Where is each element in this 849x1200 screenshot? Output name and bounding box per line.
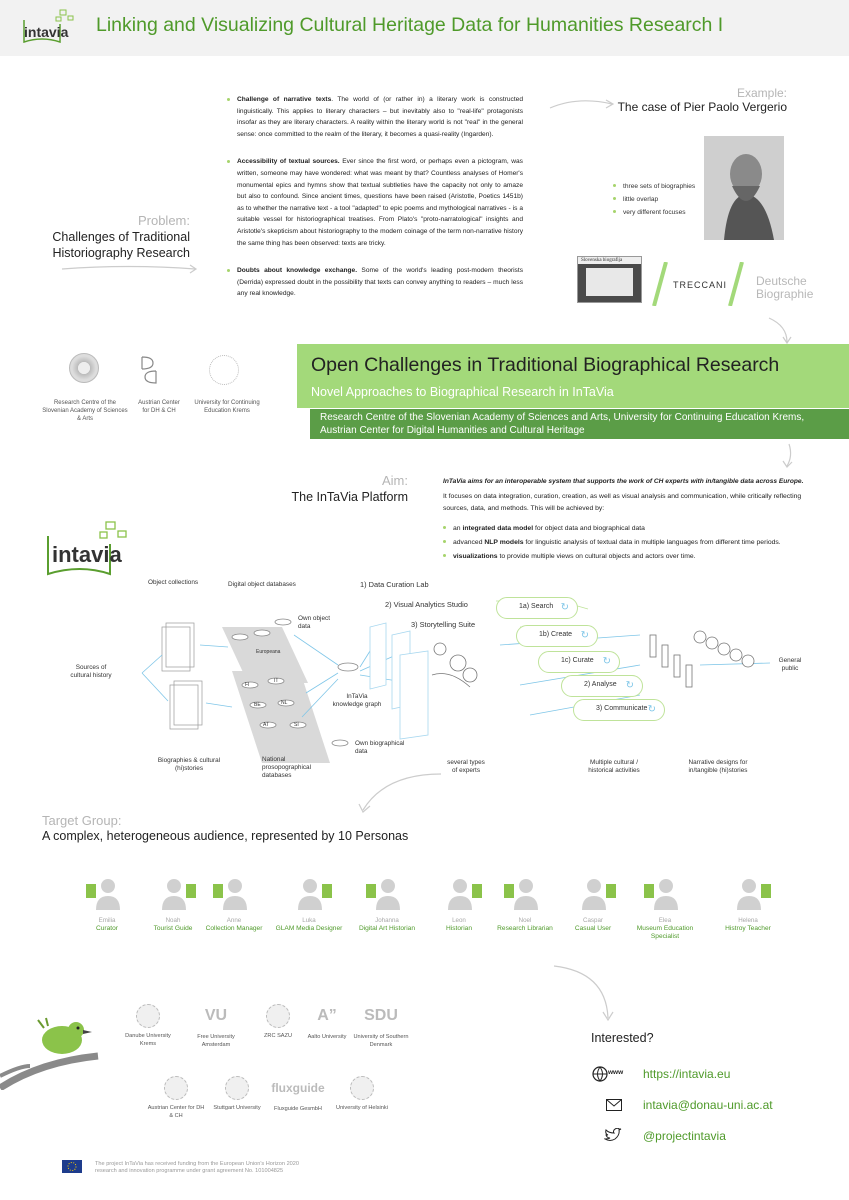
partner-logo-icon	[225, 1076, 249, 1100]
persona-role: Casual User	[574, 925, 612, 932]
portrait-image	[704, 136, 784, 240]
partner-row1-1	[118, 1003, 178, 1048]
db-label-si: SI	[294, 722, 299, 728]
persona-name: Emilia	[98, 917, 116, 924]
step-label: 1b) Create	[539, 631, 573, 638]
persona-laptop-icon	[352, 876, 422, 912]
label-module-2: 2) Visual Analytics Studio	[385, 600, 468, 609]
partner-logo-icon	[266, 1004, 290, 1028]
persona-board-icon	[713, 876, 783, 912]
problem-bullet-3	[227, 265, 523, 300]
example-label: Example:	[736, 86, 787, 100]
persona-5	[352, 876, 422, 933]
logo-text: intavia	[24, 24, 69, 40]
label-digital-object-db: Digital object databases	[228, 581, 296, 588]
persona-sprout-icon	[630, 876, 700, 912]
bullet-text: Ever since the first word, or perhaps even a pictogram, was written, someone may have wondered: what was meant by that? Countless analyses of Homer's monumental epics and hymns show that textual subtleties have the capacity not only to amaze but also to confound. Since ancient times, questions have been raised (Aristotle, Poetics 1451b) as to whether the narrative text - a tool "adapted" to epic poems and mythological narratives - is a suitable vessel for historiographical treatises. From Plato's "proto-narratological" insights and Aristotle's skepticism about historiography to the modern coinage of the term non-narrative history the same thing has been observed: texts are tricky.	[237, 158, 523, 247]
label-experts: several types of experts	[447, 759, 485, 774]
persona-1	[72, 876, 142, 933]
twitter-icon	[604, 1128, 622, 1147]
label-narrative: Narrative designs for in/tangible (hi)stories	[688, 759, 748, 774]
partner-name: Fluxguide GesmbH	[274, 1106, 322, 1112]
persona-role: Collection Manager	[205, 925, 263, 932]
label-kg: InTaVia knowledge graph	[332, 693, 382, 708]
thumb-page	[586, 268, 633, 296]
problem-heading-line2: Historiography Research	[52, 246, 190, 260]
partner-logo-icon	[136, 1004, 160, 1028]
partner-row2-4	[332, 1075, 392, 1112]
aim-bullet-bold: visualizations	[453, 553, 498, 560]
example-bullet: very different focuses	[613, 206, 695, 219]
partner-row2-2	[207, 1075, 267, 1112]
aim-bullet-pre: an	[453, 525, 463, 532]
mail-icon	[606, 1098, 622, 1116]
aim-bullet-post: for object data and biographical data	[533, 525, 645, 532]
persona-3	[199, 876, 269, 933]
funding-note	[95, 1161, 299, 1175]
step-label: 1c) Curate	[561, 657, 594, 664]
label-sources: Sources of cultural history	[70, 664, 112, 679]
partner-logo-text: SDU	[364, 1007, 398, 1024]
aim-bullet-post: to provide multiple views on cultural objects and actors over time.	[497, 553, 696, 560]
bird-icon	[0, 1010, 100, 1090]
persona-tablet-icon	[199, 876, 269, 912]
partner-top-2: Austrian Center for DH & CH	[138, 400, 180, 414]
label-national-db: National prosopographical databases	[262, 756, 312, 779]
example-heading: The case of Pier Paolo Vergerio	[617, 100, 787, 114]
aim-heading: The InTaVia Platform	[291, 490, 408, 504]
problem-heading	[20, 229, 190, 261]
label-activities: Multiple cultural / historical activities	[588, 759, 640, 774]
banner-title-band	[297, 344, 849, 408]
slash-2	[726, 262, 746, 311]
step-communicate	[573, 699, 665, 721]
persona-role: Histroy Teacher	[725, 925, 771, 932]
persona-role: Digital Art Historian	[358, 925, 416, 932]
page-title: Linking and Visualizing Cultural Heritage Data for Humanities Research I	[96, 14, 724, 36]
label-object-collections: Object collections	[148, 579, 199, 586]
label-module-1: 1) Data Curation Lab	[360, 580, 429, 589]
refresh-icon: ↻	[602, 656, 611, 667]
acdh-logo-icon	[139, 355, 159, 385]
aim-bullet-pre: advanced	[453, 539, 485, 546]
banner-authors-2: Austrian Center for Digital Humanities and Cultural Heritage	[320, 425, 585, 436]
partner-row1-2	[186, 1003, 246, 1049]
db-label-nl: NL	[281, 700, 288, 706]
arrow-diagram-down	[345, 770, 445, 825]
partner-name: Danube University Krems	[125, 1033, 171, 1047]
partner-top-3: University for Continuing Education Krems	[194, 400, 260, 414]
step-curate	[538, 651, 620, 673]
arrow-banner-down	[775, 442, 805, 475]
problem-bullets	[227, 94, 523, 300]
bullet-title: Challenge of narrative texts	[237, 96, 332, 103]
persona-4	[274, 876, 344, 933]
aim-lead: InTaVia aims for an interoperable system that supports the work of CH experts with in/tangible data across Europe.	[443, 478, 804, 485]
refresh-icon: ↻	[580, 630, 589, 641]
step-create	[516, 625, 598, 647]
partner-logo-icon	[350, 1076, 374, 1100]
step-label: 3) Communicate	[596, 705, 648, 712]
refresh-icon: ↻	[625, 680, 634, 691]
email-link[interactable]: intavia@donau-uni.ac.at	[643, 1098, 773, 1112]
label-general-public: General public	[778, 657, 802, 672]
banner-subtitle: Novel Approaches to Biographical Research in InTaVia	[311, 385, 614, 399]
persona-name: Johanna	[375, 917, 399, 924]
aim-label: Aim:	[382, 473, 408, 488]
persona-role: Curator	[96, 925, 118, 932]
persona-name: Elea	[658, 917, 672, 924]
aim-bullet-2	[443, 536, 833, 550]
partner-name: University of Southern Denmark	[353, 1034, 409, 1048]
step-analyse	[561, 675, 643, 697]
refresh-icon: ↻	[647, 704, 656, 715]
funding-line1: The project InTaVia has received funding from the European Union's Horizon 2020	[95, 1161, 300, 1167]
persona-role: Research Librarian	[497, 925, 553, 932]
example-bullet: little overlap	[613, 193, 695, 206]
slash-1	[650, 262, 670, 311]
step-search	[496, 597, 578, 619]
banner-title: Open Challenges in Traditional Biographical Research	[311, 354, 780, 376]
example-bullets	[613, 180, 695, 219]
persona-7	[490, 876, 560, 933]
partner-name: ZRC SAZU	[264, 1033, 292, 1039]
persona-name: Noah	[165, 917, 181, 924]
problem-heading-line1: Challenges of Traditional	[52, 230, 190, 244]
persona-9	[630, 876, 700, 941]
persona-6	[424, 876, 494, 933]
funding-line2: research and innovation programme under grant agreement No. 101004825	[95, 1168, 284, 1174]
aim-bullet-bold: NLP models	[484, 539, 524, 546]
thumb-caption: Slovenska biografija	[578, 257, 641, 264]
aim-bullet-post: for linguistic analysis of textual data in multiple languages from different time periods.	[523, 539, 781, 546]
bullet-title: Accessibility of textual sources.	[237, 158, 340, 166]
aim-text: It focuses on data integration, curation, creation, as well as visual analysis and communication, while critically reflecting sources, data, and methods. This will be achieved by:	[443, 493, 802, 512]
partner-name: Free University Amsterdam	[197, 1034, 235, 1048]
www-icon	[592, 1066, 628, 1082]
bullet-title: Doubts about knowledge exchange.	[237, 267, 358, 275]
persona-tree-icon	[138, 876, 208, 912]
slovenska-thumb	[577, 256, 642, 303]
persona-name: Luka	[302, 917, 316, 924]
aim-bullet-1	[443, 522, 833, 536]
db-label-be: BE	[254, 702, 261, 708]
problem-bullet-1	[227, 94, 523, 140]
persona-2	[138, 876, 208, 933]
persona-name: Helena	[738, 917, 758, 924]
deutsche-line2: Biographie	[756, 287, 814, 301]
persona-flask-icon	[424, 876, 494, 912]
partner-logo-icon	[164, 1076, 188, 1100]
treccani-logo: TRECCANI	[673, 280, 728, 290]
website-link[interactable]: https://intavia.eu	[643, 1067, 731, 1081]
partner-name: Stuttgart University	[213, 1105, 261, 1111]
persona-8	[558, 876, 628, 933]
aim-bullet-3	[443, 550, 833, 564]
bird-illustration	[0, 1010, 100, 1090]
partner-row2-3	[268, 1075, 328, 1113]
persona-name: Caspar	[583, 917, 603, 924]
partner-logo-text: A”	[317, 1007, 337, 1024]
label-module-3: 3) Storytelling Suite	[411, 620, 476, 629]
partner-name: Austrian Center for DH & CH	[147, 1105, 205, 1119]
banner-authors-1: Research Centre of the Slovenian Academy of Sciences and Arts, University for Continuing Education Krems,	[320, 412, 805, 423]
partner-row1-4	[297, 1003, 357, 1041]
deutsche-line1: Deutsche	[756, 274, 807, 288]
architecture-diagram	[0, 575, 849, 785]
label-own-object-data: Own object data	[298, 615, 330, 630]
twitter-link[interactable]: @projectintavia	[643, 1129, 726, 1143]
intavia-logo-large	[44, 520, 134, 580]
partner-name: University of Helsinki	[336, 1105, 388, 1111]
persona-role: Tourist Guide	[153, 925, 193, 932]
target-label: Target Group:	[42, 813, 122, 828]
example-bullet: three sets of biographies	[613, 180, 695, 193]
refresh-icon: ↻	[560, 602, 569, 613]
persona-10	[713, 876, 783, 933]
db-label-fi: FI	[245, 682, 250, 688]
intavia-logo	[20, 8, 80, 48]
db-label-at: AT	[263, 722, 270, 728]
aim-bullet-bold: integrated data model	[462, 525, 534, 532]
partner-logo-text: VU	[204, 1007, 228, 1024]
logo-large-text: intavia	[52, 542, 122, 567]
persona-role: Museum Education Specialist	[636, 925, 694, 940]
partner-name: Aalto University	[307, 1034, 347, 1040]
label-biographies: Biographies & cultural (hi)stories	[157, 757, 221, 772]
contact-label: Interested?	[591, 1031, 654, 1045]
persona-palette-icon	[274, 876, 344, 912]
problem-label: Problem:	[137, 213, 190, 228]
bullet-text: Some of the world's leading post-modern theorists (Derrida) expressed doubt in the possibility that texts can convey anything to readers – much less any real knowledge.	[237, 267, 523, 298]
partner-row2-1	[146, 1075, 206, 1120]
www-icon-text: www	[608, 1069, 624, 1076]
partner-row1-5	[351, 1003, 411, 1049]
aim-bullets	[443, 522, 833, 564]
persona-books-icon	[490, 876, 560, 912]
partner-top-1: Research Centre of the Slovenian Academy of Sciences & Arts	[42, 400, 128, 422]
db-label-it: IT	[274, 678, 279, 684]
arrow-contact	[550, 962, 620, 1031]
arrow-problem	[60, 262, 200, 281]
zrc-sazu-logo-icon	[69, 353, 99, 383]
persona-cap-icon	[558, 876, 628, 912]
banner-authors-band	[310, 409, 849, 439]
bullet-text: . The world of (or rather in) a literary work is constructed linguistically. This applies to literary characters – but inevitably also to "real-life" protagonists insofar as they are literary characters. A reality within the literary world is not "real" in the general sense: once committed to the realm of the literary, it becomes a quasi-reality (Ingarden).	[237, 96, 523, 138]
deutsche-biographie-logo	[756, 275, 813, 301]
eu-flag-icon	[62, 1160, 82, 1173]
step-label: 1a) Search	[519, 603, 554, 610]
persona-name: Leon	[452, 917, 466, 924]
partner-logo-text: fluxguide	[271, 1081, 325, 1095]
problem-bullet-2	[227, 156, 523, 249]
persona-chart-icon	[72, 876, 142, 912]
label-own-bio: Own biographical data	[355, 740, 405, 755]
persona-name: Noel	[518, 917, 532, 924]
danube-uni-logo-icon	[209, 355, 239, 385]
vergerio-portrait	[704, 136, 784, 240]
persona-role: Historian	[445, 925, 473, 932]
persona-role: GLAM Media Designer	[275, 925, 343, 932]
step-label: 2) Analyse	[584, 681, 617, 688]
target-heading: A complex, heterogeneous audience, represented by 10 Personas	[42, 829, 409, 843]
persona-name: Anne	[226, 917, 242, 924]
label-europeana: Europeana	[256, 649, 281, 655]
